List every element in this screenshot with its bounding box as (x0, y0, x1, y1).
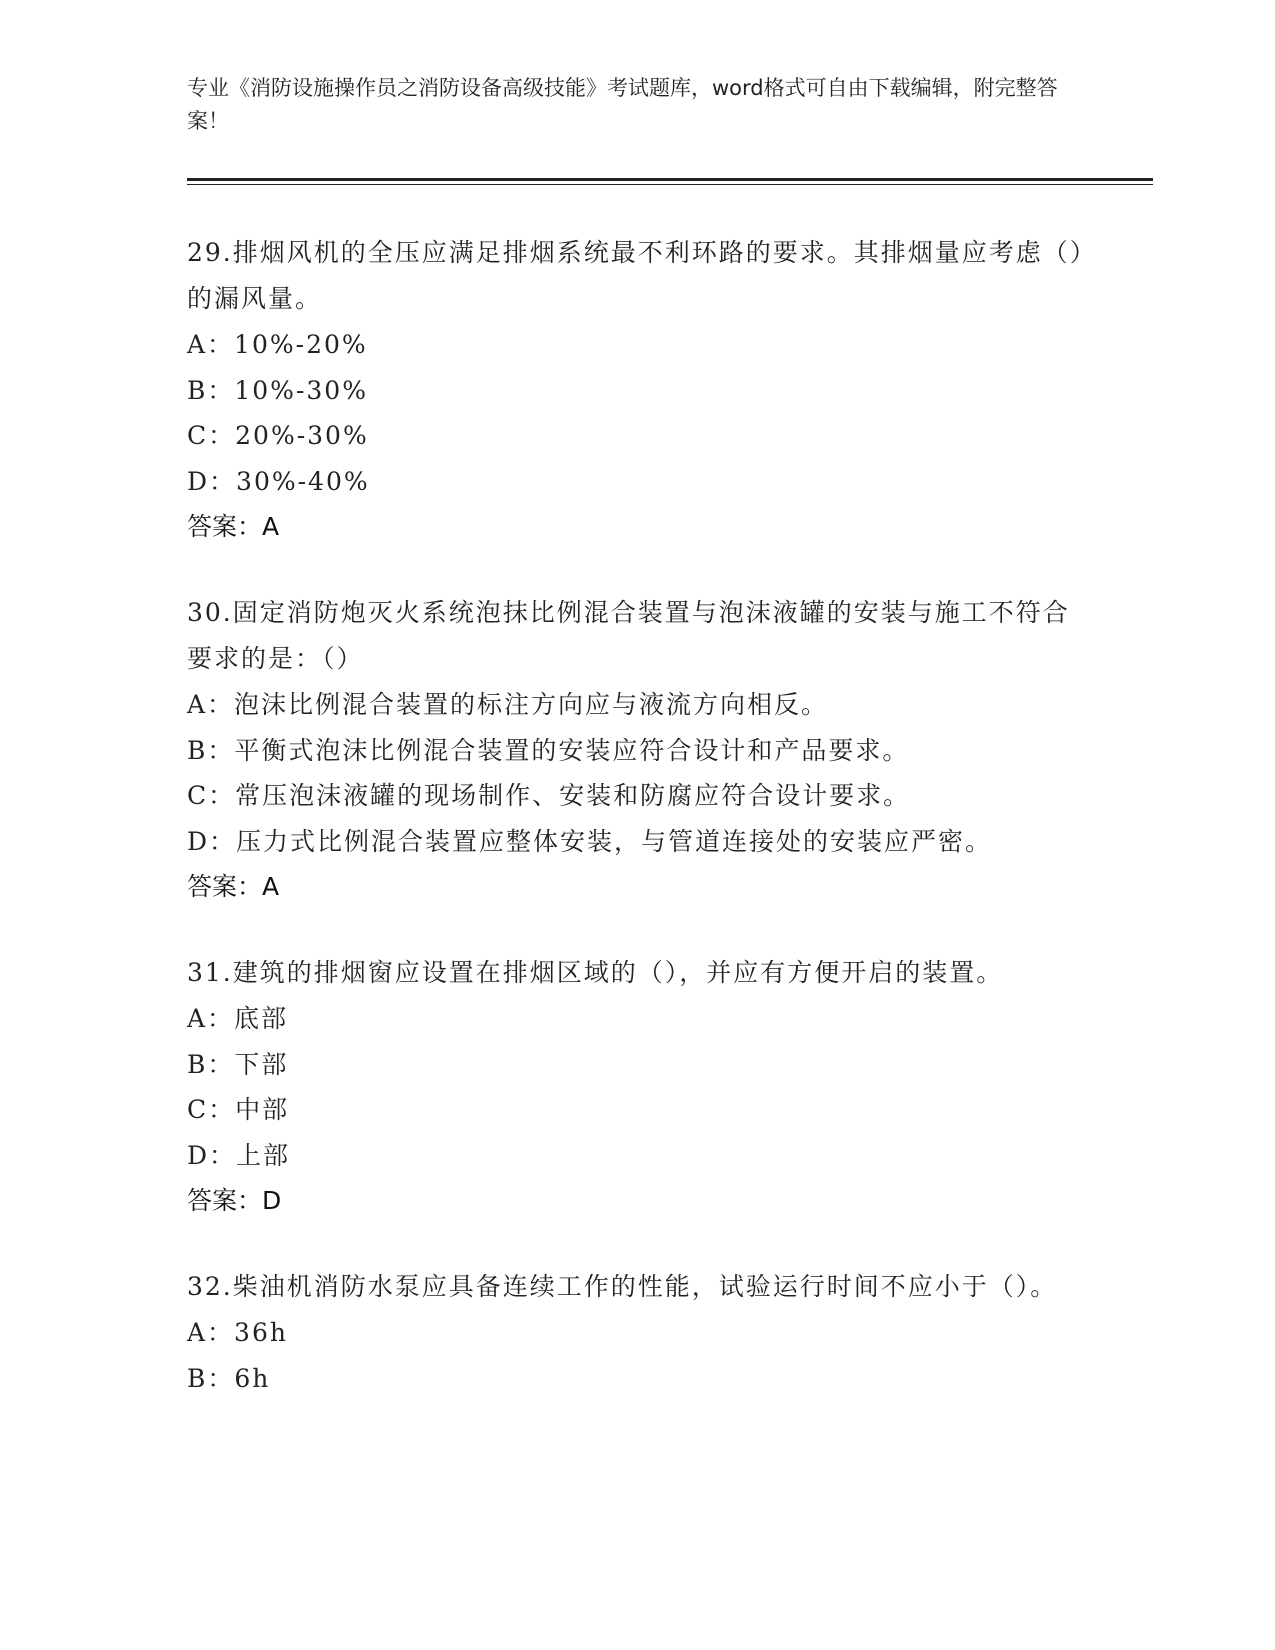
option-a: A：泡沫比例混合装置的标注方向应与液流方向相反。 (187, 690, 829, 719)
question-stem: 32.柴油机消防水泵应具备连续工作的性能，试验运行时间不应小于（）。 (187, 1272, 1058, 1301)
question-stem: 31.建筑的排烟窗应设置在排烟区域的（），并应有方便开启的装置。 (187, 958, 1004, 987)
answer-line: 答案：A (187, 872, 280, 901)
question-30 (187, 590, 1087, 910)
answer-line: 答案：A (187, 512, 280, 541)
header-divider-thick (187, 178, 1153, 181)
option-b: B：10%-30% (187, 375, 368, 405)
answer-line: 答案：D (187, 1186, 282, 1215)
option-a: A：10%-20% (187, 330, 368, 359)
option-c: C：20%-30% (187, 421, 369, 450)
option-d: D：压力式比例混合装置应整体安装，与管道连接处的安装应严密。 (187, 826, 993, 856)
option-a: A：底部 (187, 1004, 289, 1033)
question-list (187, 230, 1087, 1441)
option-c: C：常压泡沫液罐的现场制作、安装和防腐应符合设计要求。 (187, 781, 911, 810)
option-b: B：6h (187, 1363, 271, 1393)
option-d: D：30%-40% (187, 466, 370, 496)
question-32 (187, 1264, 1087, 1401)
option-b: B：下部 (187, 1049, 289, 1079)
option-a: A：36h (187, 1318, 288, 1347)
question-stem: 29.排烟风机的全压应满足排烟系统最不利环路的要求。其排烟量应考虑（）的漏风量。 (187, 238, 1085, 313)
question-29 (187, 230, 1087, 550)
option-c: C：中部 (187, 1095, 290, 1124)
option-b: B：平衡式泡沫比例混合装置的安装应符合设计和产品要求。 (187, 735, 910, 765)
question-stem: 30.固定消防炮灭火系统泡抹比例混合装置与泡沫液罐的安装与施工不符合要求的是：（） (187, 598, 1070, 673)
document-header: 专业《消防设施操作员之消防设备高级技能》考试题库，word格式可自由下载编辑，附完整答案！ (187, 76, 1058, 133)
question-31 (187, 950, 1087, 1224)
option-d: D：上部 (187, 1140, 291, 1170)
header-divider-thin (187, 184, 1153, 185)
